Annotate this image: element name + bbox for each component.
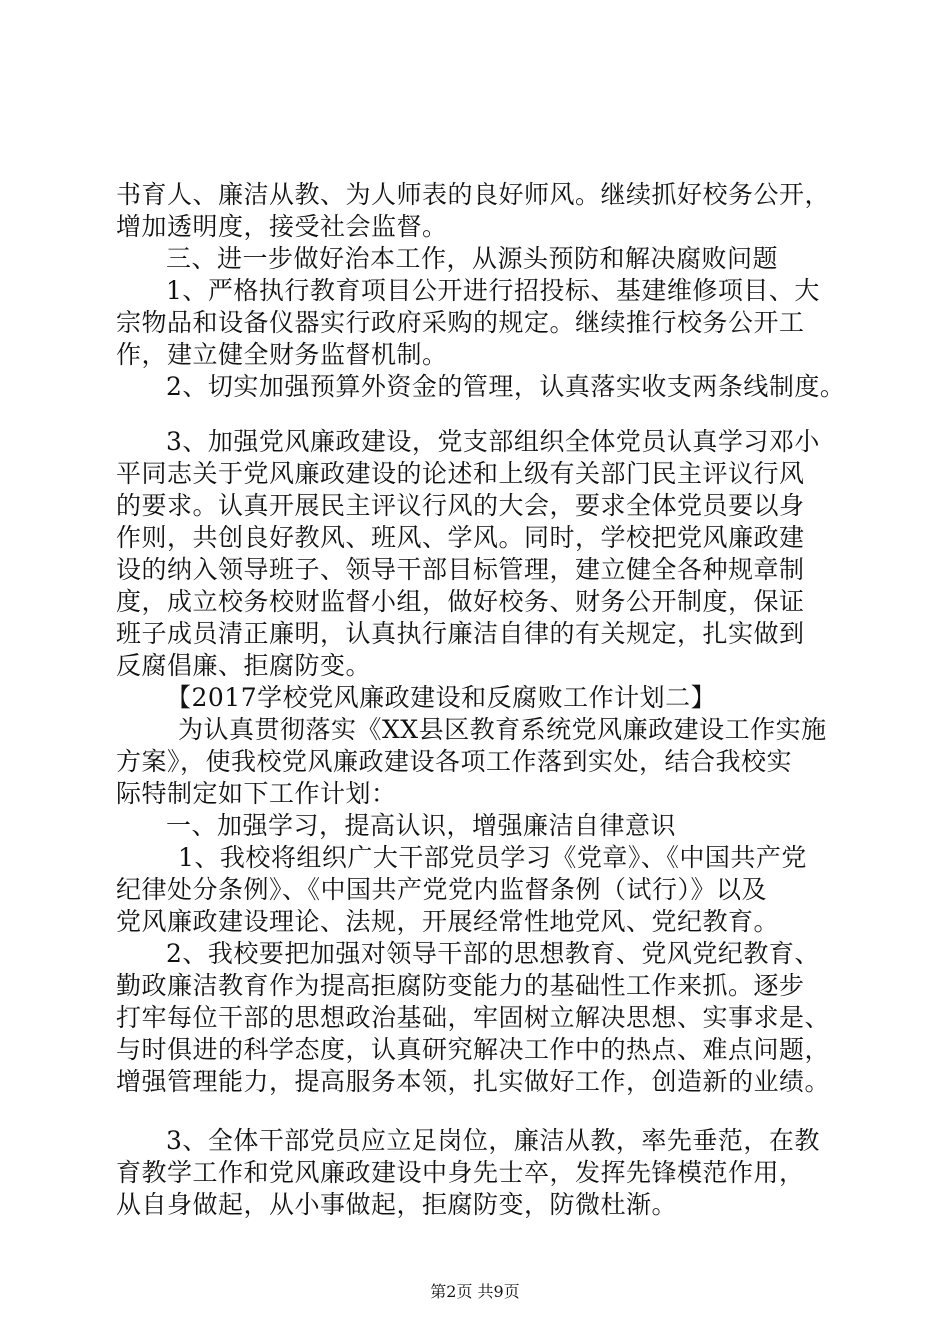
paragraph-line: 育教学工作和党风廉政建设中身先士卒，发挥先锋模范作用， (116, 1158, 805, 1187)
paragraph-line: 际特制定如下工作计划： (116, 779, 397, 808)
paragraph-line: 1、严格执行教育项目公开进行招投标、基建维修项目、大 (166, 276, 820, 305)
paragraph-line: 班子成员清正廉明，认真执行廉洁自律的有关规定，扎实做到 (116, 619, 805, 648)
paragraph-line: 为认真贯彻落实《XX县区教育系统党风廉政建设工作实施 (178, 715, 827, 744)
paragraph-line: 设的纳入领导班子、领导干部目标管理，建立健全各种规章制 (116, 555, 805, 584)
paragraph-line: 与时俱进的科学态度，认真研究解决工作中的热点、难点问题， (116, 1035, 831, 1064)
paragraph-line: 方案》，使我校党风廉政建设各项工作落到实处，结合我校实 (116, 747, 793, 776)
paragraph-line: 平同志关于党风廉政建设的论述和上级有关部门民主评议行风 (116, 459, 805, 488)
paragraph-line: 度，成立校务校财监督小组，做好校务、财务公开制度，保证 (116, 587, 805, 616)
paragraph-line: 2、我校要把加强对领导干部的思想教育、党风党纪教育、 (166, 939, 820, 968)
paragraph-line: 书育人、廉洁从教、为人师表的良好师风。继续抓好校务公开， (116, 180, 831, 209)
paragraph-line: 反腐倡廉、拒腐防变。 (116, 651, 372, 680)
paragraph-line: 2、切实加强预算外资金的管理，认真落实收支两条线制度。 (166, 372, 846, 401)
plan-title: 【2017学校党风廉政建设和反腐败工作计划二】 (166, 683, 717, 712)
paragraph-line: 增强管理能力，提高服务本领，扎实做好工作，创造新的业绩。 (116, 1067, 831, 1096)
paragraph-line: 的要求。认真开展民主评议行风的大会，要求全体党员要以身 (116, 491, 805, 520)
section-heading: 三、进一步做好治本工作，从源头预防和解决腐败问题 (166, 244, 779, 273)
paragraph-line: 宗物品和设备仪器实行政府采购的规定。继续推行校务公开工 (116, 308, 805, 337)
paragraph-line: 打牢每位干部的思想政治基础，牢固树立解决思想、实事求是、 (116, 1003, 831, 1032)
paragraph-line: 作则，共创良好教风、班风、学风。同时，学校把党风廉政建 (116, 523, 805, 552)
page-number-footer: 第2页 共9页 (430, 1282, 520, 1301)
paragraph-line: 3、加强党风廉政建设，党支部组织全体党员认真学习邓小 (166, 427, 820, 456)
paragraph-line: 从自身做起，从小事做起，拒腐防变，防微杜渐。 (116, 1190, 678, 1219)
section-heading: 一、加强学习，提高认识，增强廉洁自律意识 (166, 811, 677, 840)
paragraph-line: 纪律处分条例》、《中国共产党党内监督条例（试行）》以及 (116, 875, 768, 904)
paragraph-line: 勤政廉洁教育作为提高拒腐防变能力的基础性工作来抓。逐步 (116, 971, 805, 1000)
paragraph-line: 作，建立健全财务监督机制。 (116, 340, 448, 369)
paragraph-line: 1、我校将组织广大干部党员学习《党章》、《中国共产党 (178, 843, 807, 872)
paragraph-line: 3、全体干部党员应立足岗位，廉洁从教，率先垂范，在教 (166, 1126, 820, 1155)
paragraph-line: 党风廉政建设理论、法规，开展经常性地党风、党纪教育。 (116, 907, 780, 936)
paragraph-line: 增加透明度，接受社会监督。 (116, 212, 448, 241)
